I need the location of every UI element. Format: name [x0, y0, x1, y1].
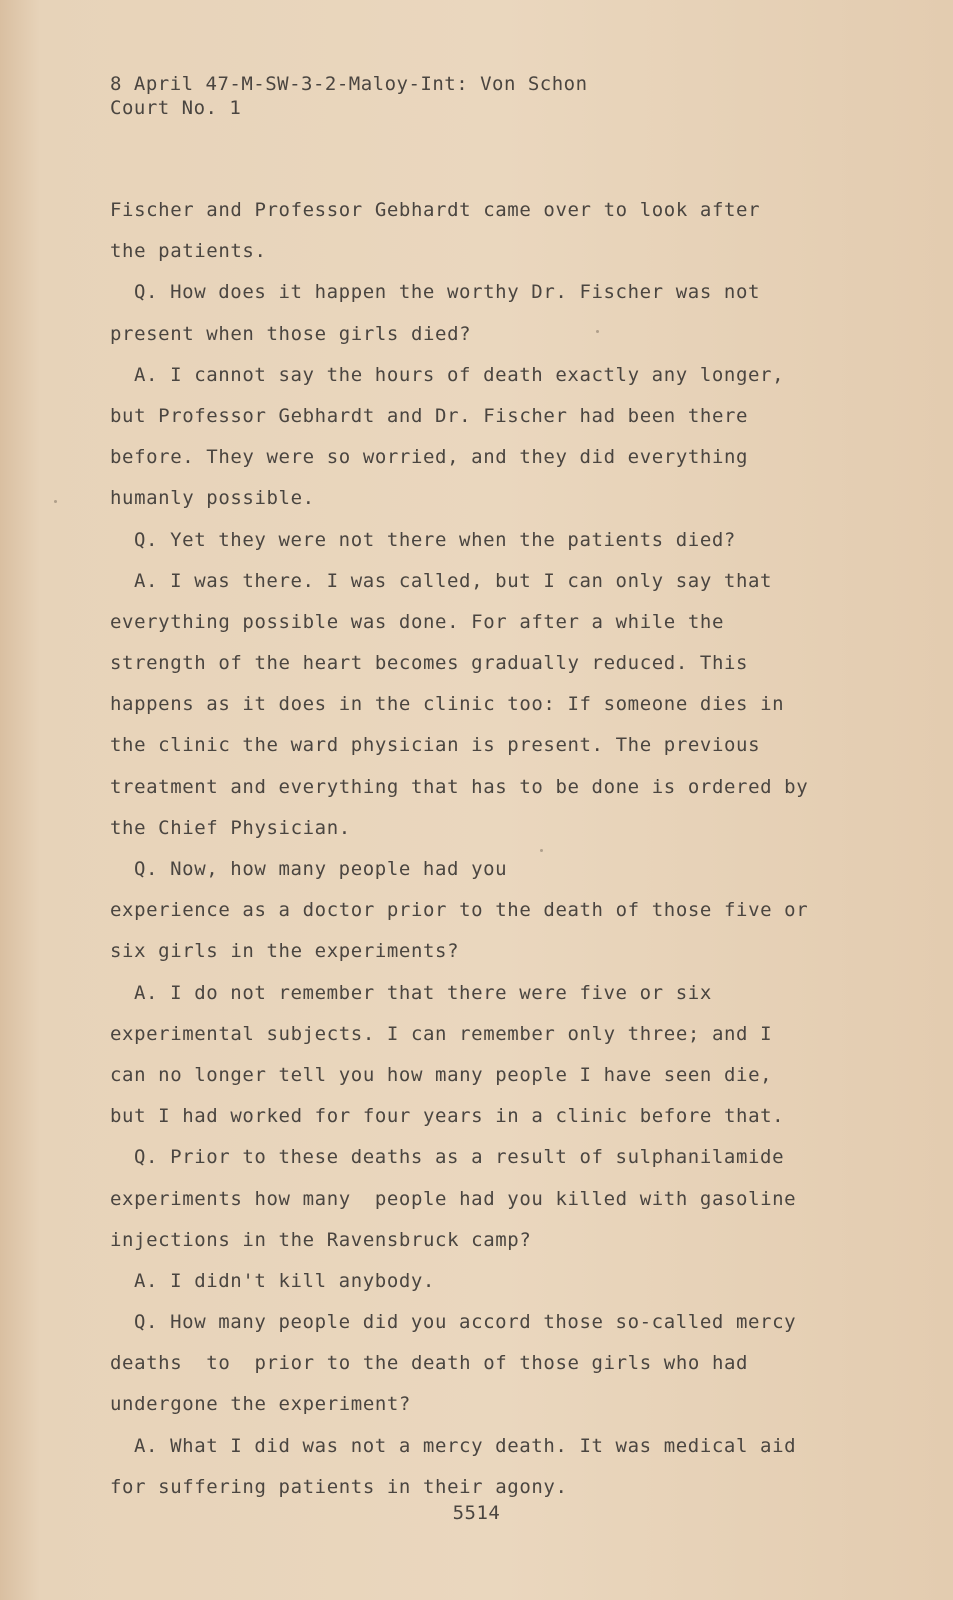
- transcript-line: injections in the Ravensbruck camp?: [110, 1228, 532, 1251]
- transcript-line: strength of the heart becomes gradually reduced. This: [110, 652, 749, 675]
- transcript-body: [110, 190, 830, 1508]
- transcript-line: the clinic the ward physician is present. The previous: [110, 734, 761, 757]
- transcript-line: but I had worked for four years in a clinic before that.: [110, 1105, 785, 1128]
- transcript-line: humanly possible.: [110, 487, 315, 510]
- paper-speck: [54, 500, 57, 503]
- transcript-line: Q. Prior to these deaths as a result of sulphanilamide: [134, 1146, 785, 1169]
- transcript-line: deaths to prior to the death of those girls who had: [110, 1352, 749, 1375]
- transcript-line: A. I cannot say the hours of death exactly any longer,: [134, 363, 785, 386]
- header-line-court: Court No. 1: [110, 97, 242, 119]
- transcript-line: present when those girls died?: [110, 322, 472, 345]
- transcript-line: but Professor Gebhardt and Dr. Fischer had been there: [110, 404, 749, 427]
- transcript-line: everything possible was done. For after a while the: [110, 610, 724, 633]
- transcript-line: can no longer tell you how many people I have seen die,: [110, 1063, 773, 1086]
- transcript-line: A. What I did was not a mercy death. It was medical aid: [134, 1434, 797, 1457]
- paper-speck: [540, 849, 543, 852]
- transcript-line: experience as a doctor prior to the death of those five or: [110, 899, 809, 922]
- transcript-line: Q. Yet they were not there when the patients died?: [134, 528, 736, 551]
- transcript-line: A. I was there. I was called, but I can only say that: [134, 569, 773, 592]
- transcript-line: the Chief Physician.: [110, 816, 351, 839]
- page-number: 5514: [452, 1502, 501, 1524]
- transcript-line: experimental subjects. I can remember only three; and I: [110, 1022, 773, 1045]
- paper-speck: [596, 330, 599, 333]
- transcript-line: A. I do not remember that there were five or six: [134, 981, 712, 1004]
- header-line-reference: 8 April 47-M-SW-3-2-Maloy-Int: Von Schon: [110, 73, 588, 95]
- document-header: [110, 72, 588, 120]
- transcript-line: Q. How many people did you accord those so-called mercy: [134, 1311, 797, 1334]
- transcript-line: the patients.: [110, 240, 267, 263]
- transcript-line: Q. Now, how many people had you: [134, 858, 508, 880]
- transcript-line: for suffering patients in their agony.: [110, 1475, 568, 1498]
- transcript-line: experiments how many people had you killed with gasoline: [110, 1187, 797, 1210]
- transcript-line: Q. How does it happen the worthy Dr. Fischer was not: [134, 281, 761, 304]
- transcript-line: happens as it does in the clinic too: If someone dies in: [110, 693, 785, 716]
- transcript-line: undergone the experiment?: [110, 1393, 411, 1416]
- transcript-line: Fischer and Professor Gebhardt came over to look after: [110, 199, 761, 221]
- transcript-line: treatment and everything that has to be done is ordered by: [110, 775, 809, 798]
- transcript-line: six girls in the experiments?: [110, 940, 460, 963]
- transcript-line: before. They were so worried, and they did everything: [110, 446, 749, 469]
- transcript-line: A. I didn't kill anybody.: [134, 1269, 435, 1292]
